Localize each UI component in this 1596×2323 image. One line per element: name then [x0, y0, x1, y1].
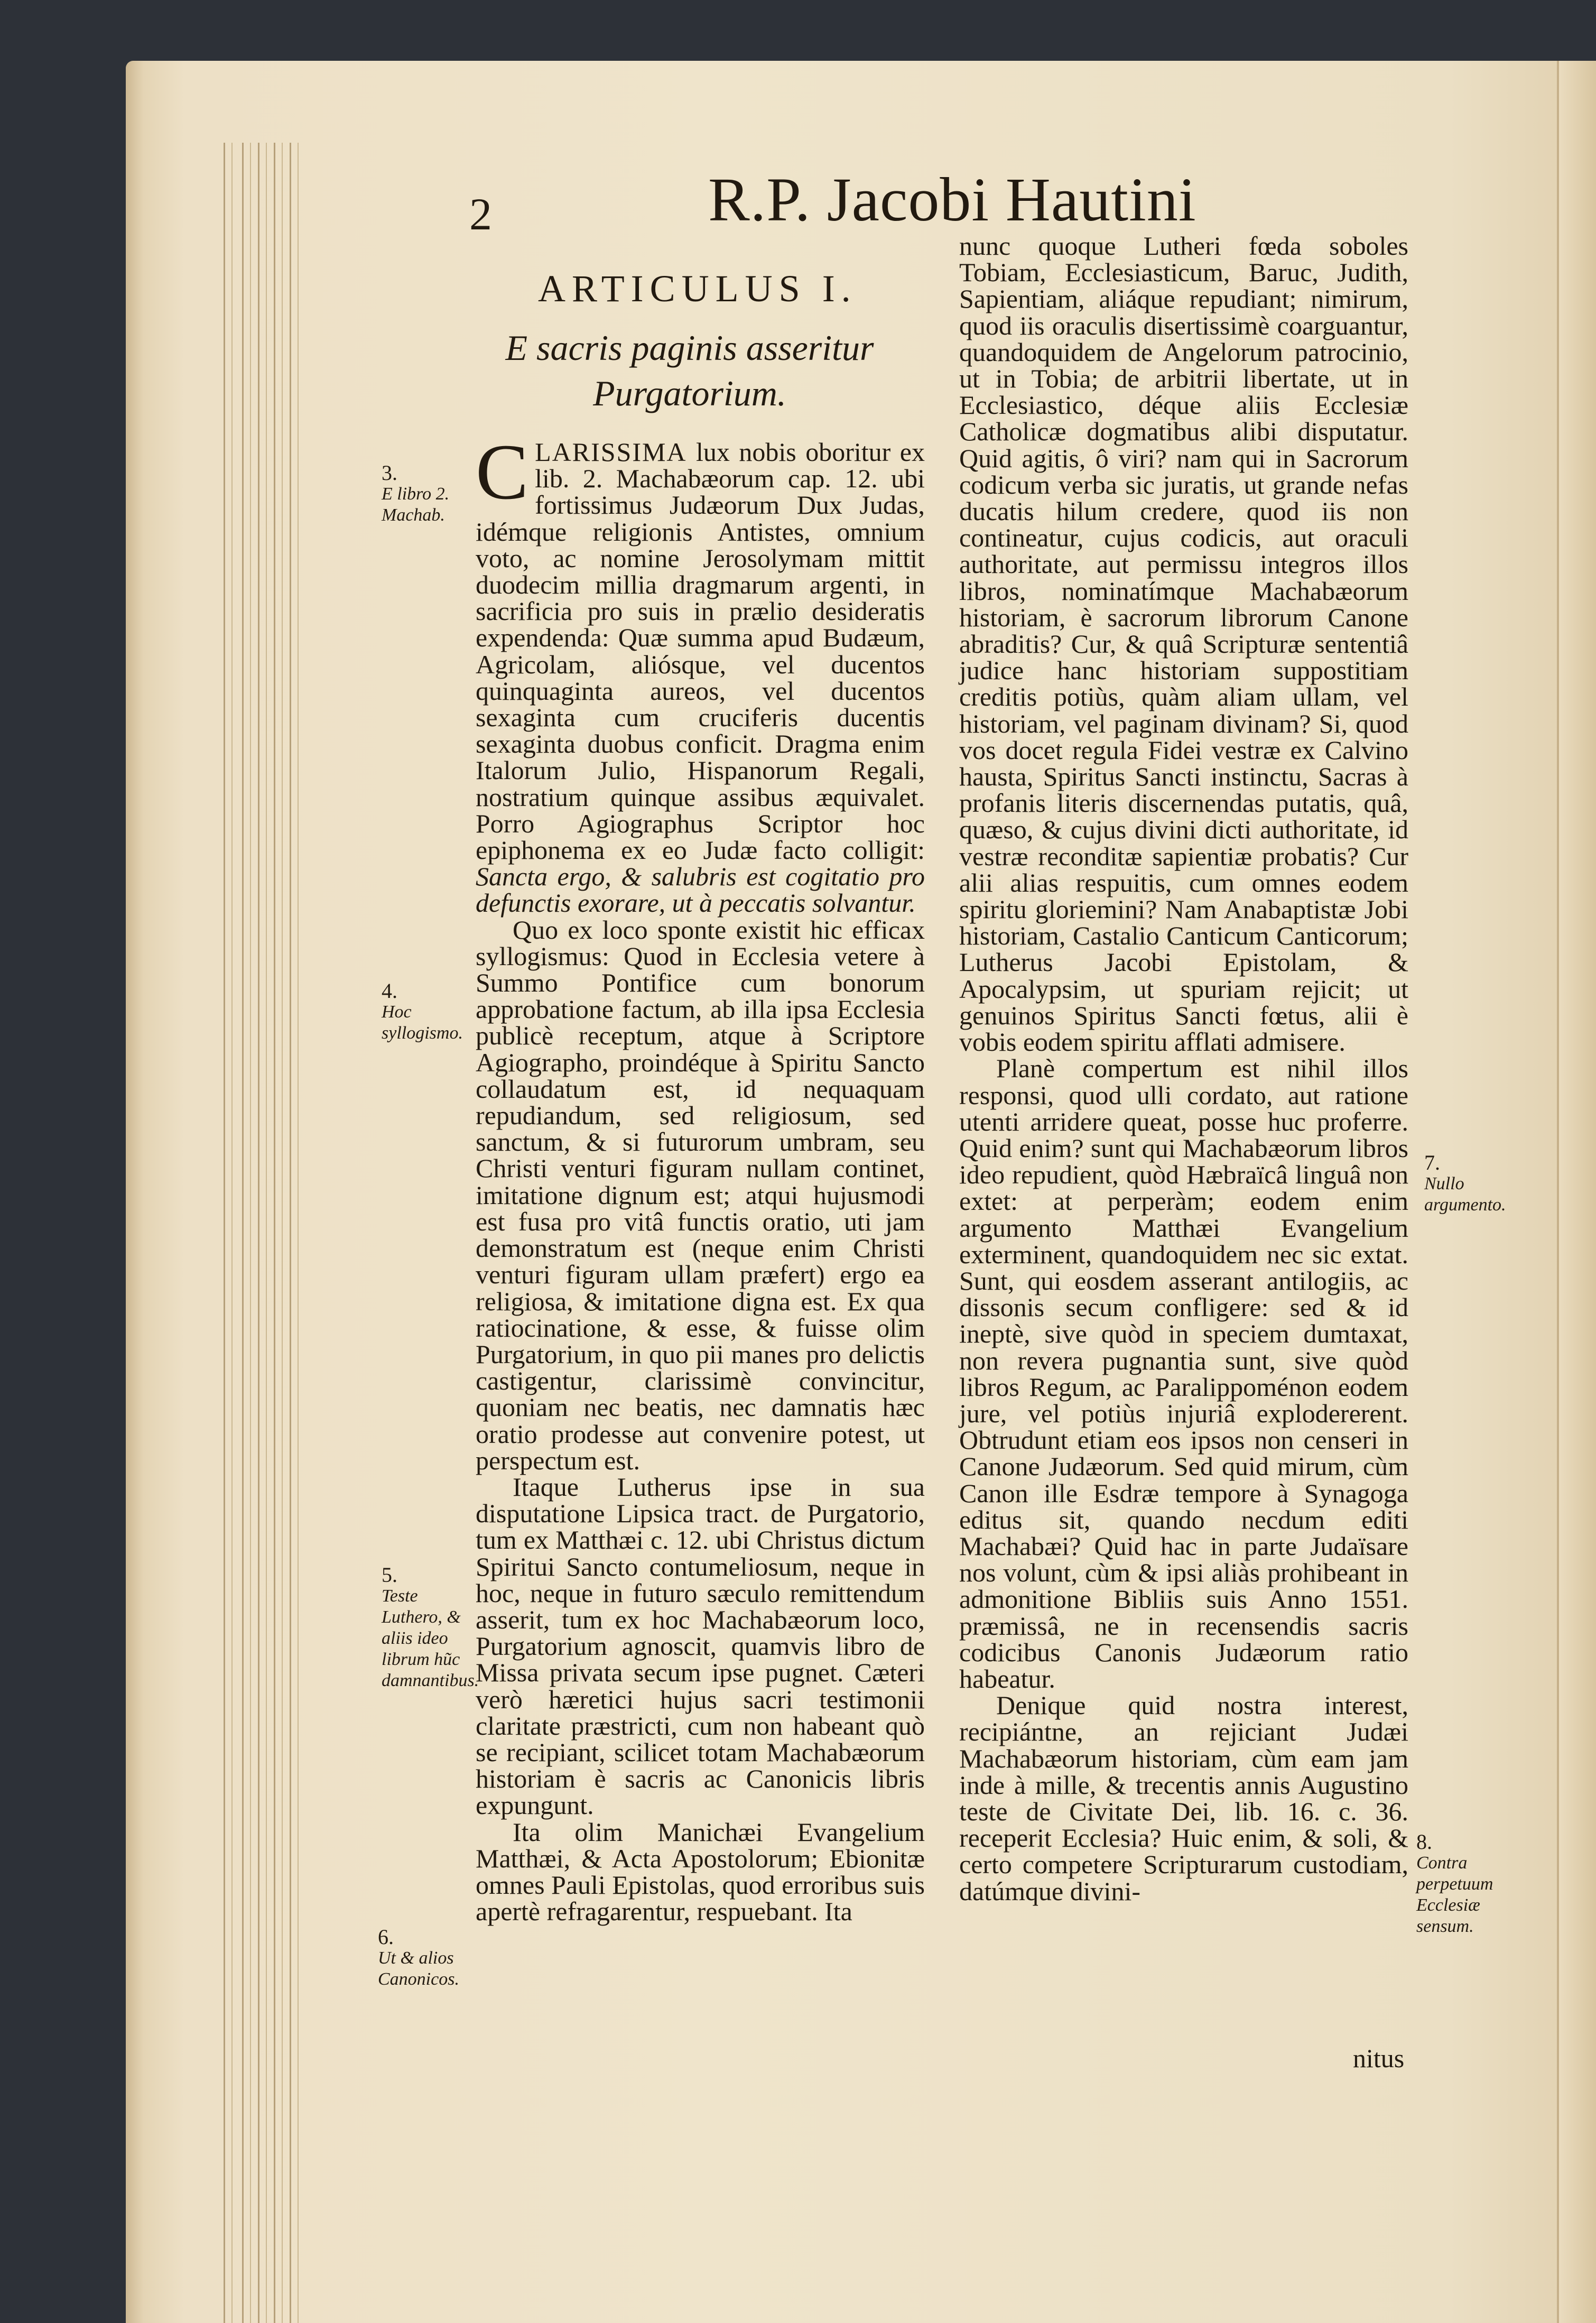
page-edge — [290, 143, 299, 2323]
margin-note-number: 4. — [382, 979, 397, 1003]
article-subtitle-line-1: E sacris paginis asseritur — [505, 328, 874, 368]
margin-note — [378, 1927, 462, 1990]
margin-note-number: 6. — [378, 1925, 394, 1949]
page-edge — [242, 143, 251, 2323]
drop-cap: C — [476, 428, 529, 516]
margin-note — [382, 979, 463, 1044]
margin-note-number: 8. — [1416, 1830, 1432, 1854]
margin-note-text: Hoc syllogismo. — [382, 1002, 463, 1043]
margin-note — [1416, 1831, 1509, 1937]
margin-note — [1424, 1152, 1509, 1216]
left-column — [476, 428, 925, 1927]
paragraph: Quo ex loco sponte existit hic efficax syllogismus: Quod in Ecclesia vetere à Summo Pontifice cum bonorum approbatione factum, ab illa ipsa Ecclesia publicè receptum, atque à Scriptore Agiographo, proindéque à Spiritu Sancto collaudatum est, id nequaquam repudiandum, sed religiosum, sed sanctum, & si futurorum umbram, seu Christi venturi figuram nullam continet, imitatione dignum est; atqui hujusmodi est fusa pro vitâ functis oratio, uti jam demonstratum est (neque enim Christi venturi figuram ullam præfert) ergo ea religiosa, & imitatione digna est. Ex qua ratiocinatione, & esse, & fuisse olim Purgatorium, in quo pii manes pro delictis castigentur, clarissimè convincitur, quoniam nec beatis, nec damnatis hæc oratio prodesse aut convenire potest, ut perspectum est. — [476, 914, 925, 1475]
catchword: nitus — [1353, 2043, 1405, 2073]
article-subtitle — [465, 325, 914, 416]
paragraph: Ita olim Manichæi Evangelium Matthæi, & Acta Apostolorum; Ebionitæ omnes Pauli Epistolas, quod erroribus suis apertè refragarentur, respuebant. Ita — [476, 1817, 925, 1927]
margin-note-text: Nullo argumento. — [1424, 1174, 1506, 1215]
margin-note-number: 3. — [382, 461, 397, 485]
margin-note-text: E libro 2. Machab. — [382, 484, 450, 525]
margin-note-text: Teste Luthero, & aliis ideo librum hũc damnantibus. — [382, 1586, 479, 1690]
margin-note-number: 7. — [1424, 1151, 1440, 1174]
facing-page-edge — [1557, 61, 1596, 2323]
margin-note-text: Ut & alios Canonicos. — [378, 1948, 459, 1989]
paragraph: Itaque Lutherus ipse in sua disputatione Lipsica tract. de Purgatorio, tum ex Matthæi c. 12. ubi Christus dictum Spiritui Sancto contumeliosum, neque in hoc, neque in futuro sæculo remittendum asserit, tum ex hoc Machabæorum loco, Purgatorium agnoscit, quamvis libro de Missa privata secum ipse pugnet. Cæteri verò hæretici hujus sacri testimonii claritate præstricti, cum non habeant quò se recipiant, scilicet totam Machabæorum historiam è sacris ac Canonicis libris expungunt. — [476, 1471, 925, 1820]
article-title: ARTICULUS I. — [538, 267, 857, 310]
margin-note-text: Contra perpetuum Ecclesiæ sensum. — [1416, 1853, 1493, 1936]
article-subtitle-line-2: Purgatorium. — [593, 373, 786, 413]
paragraph: nunc quoque Lutheri fœda soboles Tobiam, Ecclesiasticum, Baruc, Judith, Sapientiam, aliáque repudiant; nimirum, quod iis oraculis disertissimè coarguantur, quandoquidem de Angelorum patrocinio, ut in Tobia; de arbitrii libertate, ut in Ecclesiastico, déque aliis Ecclesiæ Catholicæ dogmatibus alibi disputatur. Quid agitis, ô viri? nam qui in Sacrorum codicum verba sic juratis, ut grande nefas ducatis hilum credere, quod iis non contineatur, cujus codicis, aut oraculi authoritate, aut permissu integros illos libros, nominatímque Machabæorum historiam, è sacrorum librorum Canone abraditis? Cur, & quâ Scripturæ sententiâ judice hanc historiam suppostitiam creditis potiùs, quàm aliam ullam, vel historiam, vel paginam divinam? Si, quod vos docet regula Fidei vestræ ex Calvino hausta, Spiritus Sancti instinctu, Sacras à profanis literis discernendas putatis, quâ, quæso, & cujus divini dicti authoritate, id vestræ reconditæ sapientiæ probatis? Cur alii alias respuitis, cum omnes eodem spiritu gloriemini? Nam Anabaptistæ Jobi historiam, Castalio Canticum Canticorum; Lutherus Jacobi Epistolam, & Apocalypsim, ut spuriam rejicit; ut genuinos Spiritus Sancti fœtus, alii è vobis eodem spiritu afflati admisere. — [959, 231, 1408, 1057]
page-edge — [274, 143, 283, 2323]
running-head: R.P. Jacobi Hautini — [708, 165, 1196, 234]
paragraph-text: lux nobis oboritur ex lib. 2. Machabæorum cap. 12. ubi fortissimus Judæorum Dux Judas, idémque religionis Antistes, omnium voto, ac nomine Jerosolymam mittit duodecim millia dragmarum argenti, in sacrificia pro suis in prælio desideratis expendenda: Quæ summa apud Budæum, Agricolam, aliósque, vel ducentos quinquaginta aureos, vel ducentos sexaginta cum cruciferis ducentis sexaginta duobus conficit. Dragma enim Italorum Julio, Hispanorum Regali, nostratium quinque assibus æquivalet. Porro Agiographus Scriptor hoc epiphonema ex eo Judæ facto colligit: — [476, 437, 925, 865]
margin-note — [382, 1563, 479, 1691]
page-number: 2 — [469, 189, 492, 239]
scripture-quote: Sancta ergo, & salubris est cogitatio pro defunctis exorare, ut à peccatis solvantur. — [476, 862, 925, 918]
margin-note — [382, 462, 456, 526]
paragraph: Denique quid nostra interest, recipiántne, an rejiciant Judæi Machabæorum historiam, cùm eam jam inde à mille, & trecentis annis Augustino teste de Civitate Dei, lib. 16. c. 36. receperit Ecclesia? Huic enim, & soli, & certo competere Scripturarum custodiam, datúmque divini- — [959, 1690, 1408, 1906]
lead-word: LARISSIMA — [535, 437, 687, 467]
page-edge — [258, 143, 267, 2323]
right-column — [959, 233, 1408, 1904]
page-edge — [224, 143, 233, 2323]
margin-note-number: 5. — [382, 1563, 397, 1587]
paragraph: Planè compertum est nihil illos responsi, quod ulli cordato, aut ratione utenti arridere queat, posse huc proferre. Quid enim? sunt qui Machabæorum libros ideo repudient, quòd Hæbraïcâ linguâ non extet: at perperàm; eodem enim argumento Matthæi Evangelium exterminent, quandoquidem nec sic extat. Sunt, qui eosdem asserant antilogiis, ac dissonis secum confligere: sed & id ineptè, sive quòd in speciem dumtaxat, non reverа pugnantia sunt, sive quòd libros Regum, ac Paralippoménon eodem jure, vel potiùs injuriâ explodererent. Obtrudunt etiam eos ipsos non censeri in Canone Judæorum. Sed quid mirum, cùm Canon ille Esdræ tempore à Synagoga editus sit, quando necdum editi Machabæi? Quid hac in parte Judaïsare nos volunt, cùm & ipsi aliàs prohibeant in admonitione Bibliis suis Anno 1551. præmissâ, ne in recensendis sacris codicibus Canonis Judæorum ratio habeatur. — [959, 1053, 1408, 1693]
paragraph — [476, 428, 925, 918]
